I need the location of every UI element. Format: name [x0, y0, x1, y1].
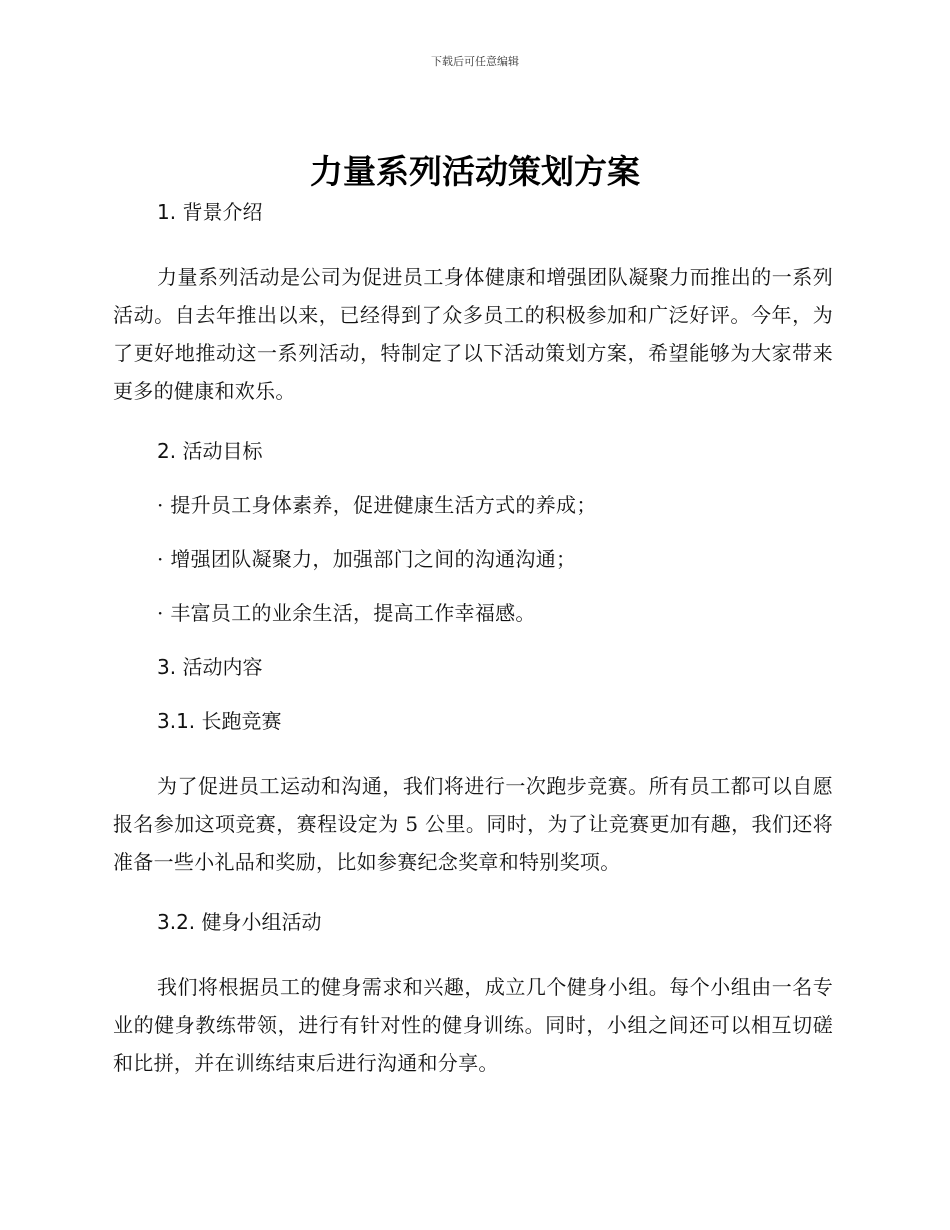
section-heading-content: 3. 活动内容	[157, 655, 263, 679]
goal-bullet-2: · 增强团队凝聚力，加强部门之间的沟通沟通；	[157, 547, 577, 571]
section-heading-background: 1. 背景介绍	[157, 200, 263, 224]
goal-bullet-3: · 丰富员工的业余生活，提高工作幸福感。	[157, 601, 536, 625]
section-heading-goals: 2. 活动目标	[157, 439, 263, 463]
subsection-paragraph-fitness-groups: 我们将根据员工的健身需求和兴趣，成立几个健身小组。每个小组由一名专业的健身教练带领，进行有针对性的健身训练。同时，小组之间还可以相互切磋和比拼，并在训练结束后进行沟通和分享。	[113, 975, 833, 1075]
subsection-heading-running: 3.1. 长跑竞赛	[157, 709, 282, 733]
document-body	[113, 198, 833, 1082]
subsection-heading-fitness-groups: 3.2. 健身小组活动	[157, 910, 322, 934]
section-paragraph-background: 力量系列活动是公司为促进员工身体健康和增强团队凝聚力而推出的一系列活动。自去年推出以来，已经得到了众多员工的积极参加和广泛好评。今年，为了更好地推动这一系列活动，特制定了以下活动策划方案，希望能够为大家带来更多的健康和欢乐。	[113, 265, 833, 403]
document-title: 力量系列活动策划方案	[310, 152, 640, 191]
header-note: 下载后可任意编辑	[431, 55, 519, 68]
goal-bullet-1: · 提升员工身体素养，促进健康生活方式的养成；	[157, 493, 597, 517]
subsection-paragraph-running: 为了促进员工运动和沟通，我们将进行一次跑步竞赛。所有员工都可以自愿报名参加这项竞赛，赛程设定为 5 公里。同时，为了让竞赛更加有趣，我们还将准备一些小礼品和奖励，比如参赛纪念奖章和特别奖项。	[113, 774, 833, 874]
